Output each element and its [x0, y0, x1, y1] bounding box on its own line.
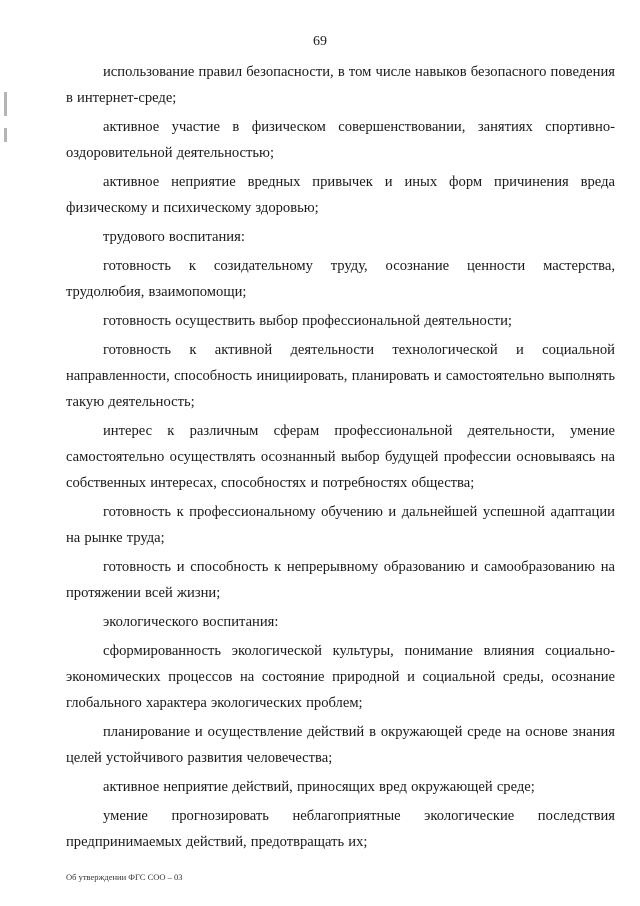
scan-edge-mark [4, 92, 7, 116]
paragraph: использование правил безопасности, в том числе навыков безопасного поведения в интернет-среде; [66, 64, 615, 106]
page-footer: Об утверждении ФГС СОО – 03 [66, 872, 183, 882]
paragraph: интерес к различным сферам профессиональной деятельности, умение самостоятельно осуществлять осознанный выбор будущей профессии основываясь на собственных интересах, способностях и потребностях общества; [66, 423, 615, 491]
paragraph: планирование и осуществление действий в окружающей среде на основе знания целей устойчивого развития человечества; [66, 724, 615, 766]
paragraph: активное неприятие вредных привычек и иных форм причинения вреда физическому и психическому здоровью; [66, 174, 615, 216]
scan-edge-mark [4, 128, 7, 142]
paragraph: умение прогнозировать неблагоприятные экологические последствия предпринимаемых действий, предотвращать их; [66, 808, 615, 850]
paragraph: готовность и способность к непрерывному образованию и самообразованию на протяжении всей жизни; [66, 559, 615, 601]
paragraph: активное участие в физическом совершенствовании, занятиях спортивно-оздоровительной деятельностью; [66, 119, 615, 161]
paragraph: готовность к профессиональному обучению и дальнейшей успешной адаптации на рынке труда; [66, 504, 615, 546]
paragraph: готовность к созидательному труду, осознание ценности мастерства, трудолюбия, взаимопомощи; [66, 258, 615, 300]
document-body [66, 59, 615, 858]
section-heading: экологического воспитания: [103, 614, 279, 630]
section-heading: трудового воспитания: [103, 229, 245, 245]
paragraph: готовность осуществить выбор профессиональной деятельности; [103, 313, 512, 329]
paragraph: готовность к активной деятельности технологической и социальной направленности, способность инициировать, планировать и самостоятельно выполнять такую деятельность; [66, 342, 615, 410]
page-number: 69 [313, 34, 327, 49]
paragraph: активное неприятие действий, приносящих вред окружающей среде; [103, 779, 535, 795]
paragraph: сформированность экологической культуры, понимание влияния социально-экономических процессов на состояние природной и социальной среды, осознание глобального характера экологических проблем; [66, 643, 615, 711]
